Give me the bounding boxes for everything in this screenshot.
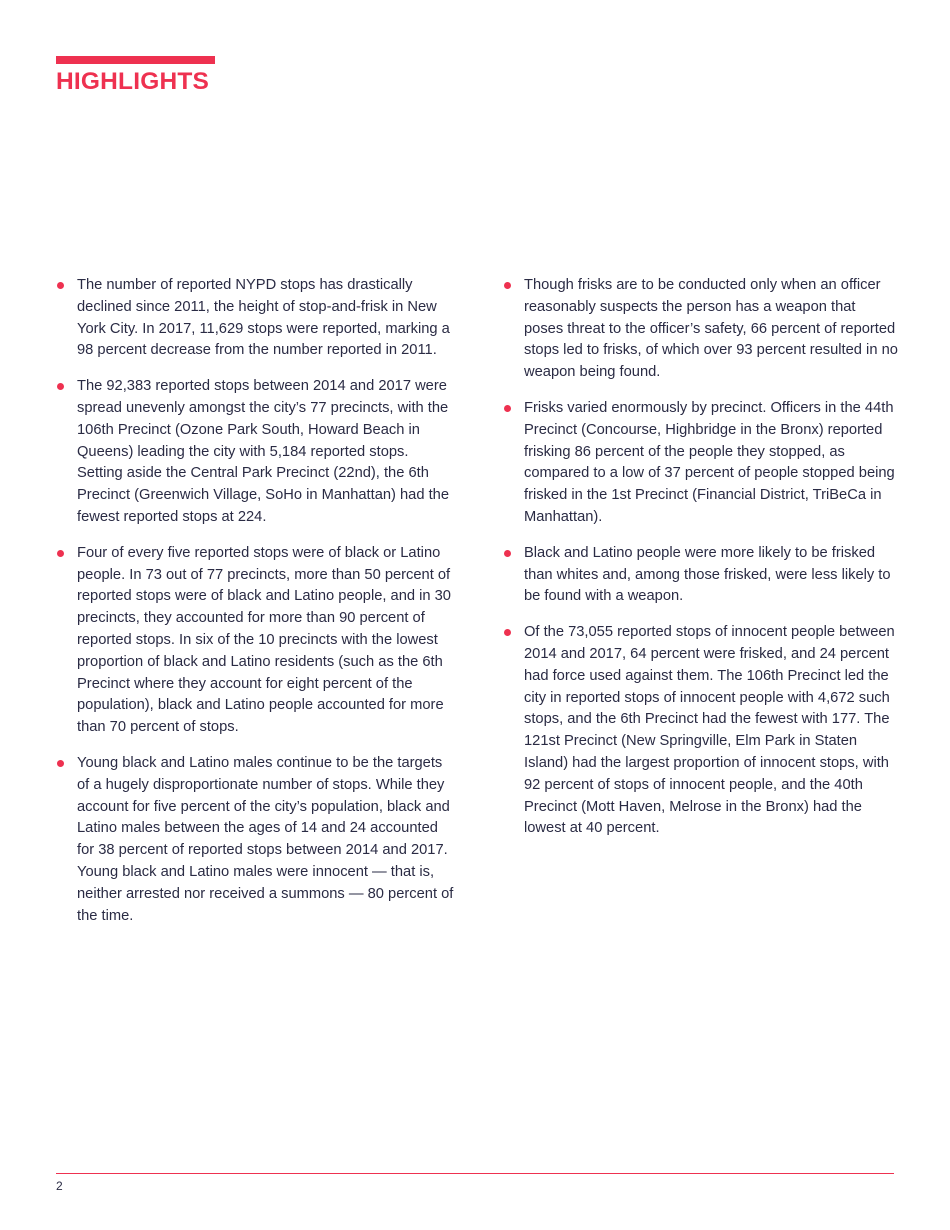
bullet-icon [504, 282, 511, 289]
bullet-text: Of the 73,055 reported stops of innocent people between 2014 and 2017, 64 percent were frisked, and 24 percent had force used against them. The 106th Precinct led the city in reported stops of innocent people with 4,672 such stops, and the 6th Precinct had the fewest with 177. The 121st Precinct (New Springville, Elm Park in Staten Island) had the largest proportion of innocent stops, with 92 percent of stops of innocent people, and the 40th Precinct (Mott Haven, Melrose in the Bronx) had the lowest at 40 percent. [524, 624, 895, 837]
bullet-text: Young black and Latino males continue to be the targets of a hugely disproportionate number of stops. While they account for five percent of the city’s population, black and Latino males between the ages of 14 and 24 accounted for 38 percent of reported stops between 2014 and 2017. Young black and Latino males were innocent — that is, neither arrested nor received a summons — 80 percent of the time. [77, 754, 454, 924]
title-accent-bar [56, 56, 215, 64]
left-bullet-list [56, 275, 454, 941]
footer-divider [56, 1173, 894, 1174]
bullet-icon [504, 550, 511, 557]
bullet-item [56, 275, 454, 362]
bullet-text: The number of reported NYPD stops has drastically declined since 2011, the height of stop-and-frisk in New York City. In 2017, 11,629 stops were reported, marking a 98 percent decrease from the number reported in 2011. [77, 277, 450, 359]
bullet-item [503, 275, 898, 384]
bullet-item [503, 398, 898, 529]
bullet-item [56, 543, 454, 739]
bullet-icon [57, 383, 64, 390]
bullet-text: Four of every five reported stops were of black or Latino people. In 73 out of 77 precincts, more than 50 percent of reported stops were of black and Latino people, and in 30 precincts, they accounted for more than 90 percent of reported stops. In six of the 10 precincts with the lowest proportion of black and Latino residents (such as the 6th Precinct where they account for eight percent of the population), black and Latino people accounted for more than 70 percent of stops. [77, 544, 451, 736]
bullet-icon [57, 760, 64, 767]
bullet-icon [57, 550, 64, 557]
bullet-item [503, 543, 898, 608]
bullet-text: Frisks varied enormously by precinct. Officers in the 44th Precinct (Concourse, Highbridge in the Bronx) reported frisking 86 percent of the people they stopped, as compared to a low of 37 percent of people stopped being frisked in the 1st Precinct (Financial District, TriBeCa in Manhattan). [524, 399, 895, 525]
bullet-text: Black and Latino people were more likely to be frisked than whites and, among those frisked, were less likely to be found with a weapon. [524, 544, 891, 605]
bullet-item [503, 622, 898, 840]
bullet-item [56, 376, 454, 529]
page-number: 2 [56, 1179, 63, 1193]
bullet-icon [504, 405, 511, 412]
bullet-text: Though frisks are to be conducted only when an officer reasonably suspects the person has a weapon that poses threat to the officer’s safety, 66 percent of reported stops led to frisks, of which over 93 percent resulted in no weapon being found. [524, 277, 898, 381]
page-title: HIGHLIGHTS [56, 68, 210, 95]
bullet-item [56, 753, 454, 927]
bullet-text: The 92,383 reported stops between 2014 and 2017 were spread unevenly amongst the city’s 77 precincts, with the 106th Precinct (Ozone Park South, Howard Beach in Queens) leading the city with 5,184 reported stops. Setting aside the Central Park Precinct (22nd), the 6th Precinct (Greenwich Village, SoHo in Manhattan) had the fewest reported stops at 224. [77, 378, 450, 525]
bullet-icon [504, 629, 511, 636]
right-bullet-list [503, 275, 898, 854]
bullet-icon [57, 282, 64, 289]
